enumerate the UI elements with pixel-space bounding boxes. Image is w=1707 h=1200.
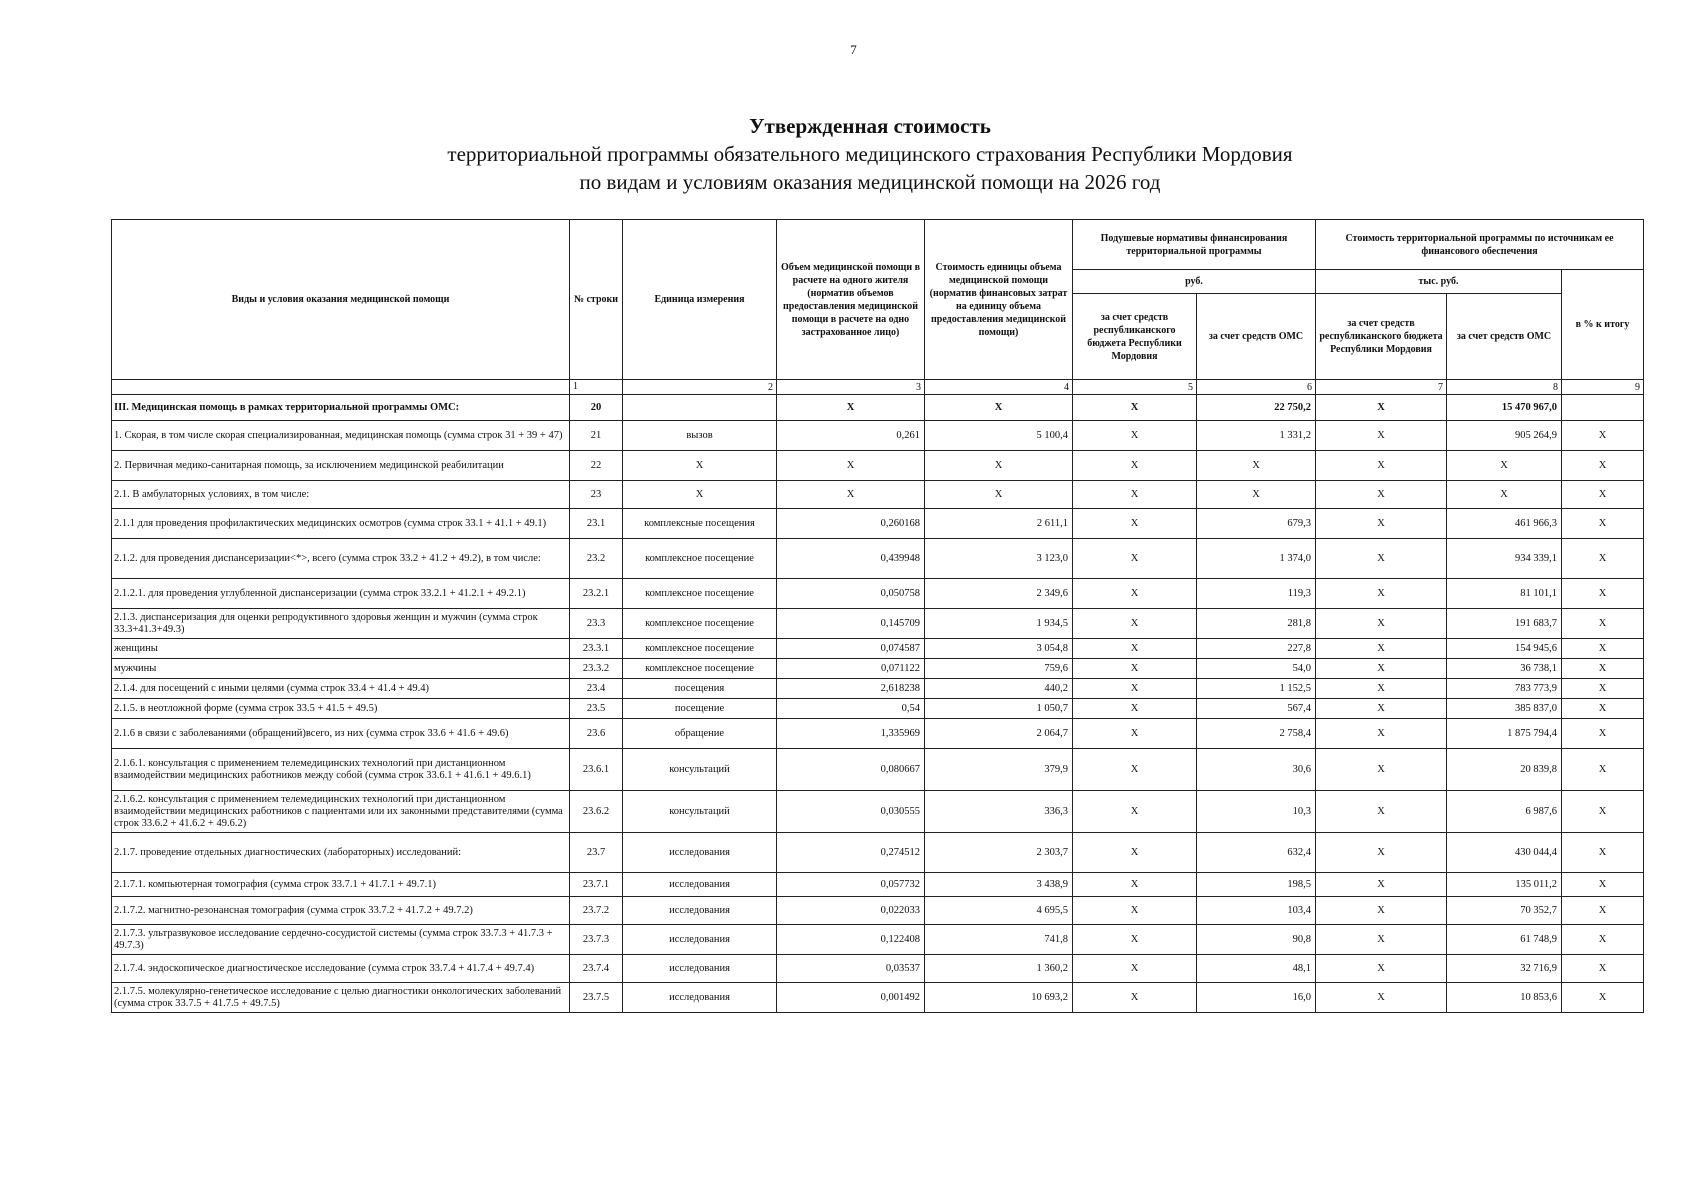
row-rb-thous: X xyxy=(1316,481,1447,509)
row-oms-thous: 783 773,9 xyxy=(1447,679,1562,699)
row-percent: X xyxy=(1562,719,1644,749)
row-volume: X xyxy=(777,395,925,421)
table-row xyxy=(112,451,1644,481)
row-rb-thous: X xyxy=(1316,395,1447,421)
row-name: 2. Первичная медико-санитарная помощь, за исключением медицинской реабилитации xyxy=(112,451,570,481)
row-volume: 0,261 xyxy=(777,421,925,451)
row-percent: X xyxy=(1562,749,1644,791)
row-line-number: 23.7.4 xyxy=(570,955,623,983)
row-oms-rub: 1 331,2 xyxy=(1197,421,1316,451)
column-index-row xyxy=(112,380,1644,395)
row-percent: X xyxy=(1562,679,1644,699)
row-name: 2.1.7.1. компьютерная томография (сумма строк 33.7.1 + 41.7.1 + 49.7.1) xyxy=(112,873,570,897)
row-line-number: 20 xyxy=(570,395,623,421)
row-unit-cost: 2 349,6 xyxy=(925,579,1073,609)
row-name: 2.1. В амбулаторных условиях, в том числе: xyxy=(112,481,570,509)
row-name: 2.1.1 для проведения профилактических медицинских осмотров (сумма строк 33.1 + 41.1 + 49.1) xyxy=(112,509,570,539)
table-row xyxy=(112,873,1644,897)
row-oms-thous: 905 264,9 xyxy=(1447,421,1562,451)
row-volume: 0,074587 xyxy=(777,639,925,659)
row-oms-thous: 430 044,4 xyxy=(1447,833,1562,873)
row-rb-rub: X xyxy=(1073,659,1197,679)
row-oms-rub: 227,8 xyxy=(1197,639,1316,659)
row-oms-thous: 36 738,1 xyxy=(1447,659,1562,679)
row-unit: комплексное посещение xyxy=(623,609,777,639)
header-thous-rub: тыс. руб. xyxy=(1316,270,1562,294)
table-row xyxy=(112,609,1644,639)
row-rb-thous: X xyxy=(1316,699,1447,719)
row-name: 2.1.7. проведение отдельных диагностических (лабораторных) исследований: xyxy=(112,833,570,873)
table-row xyxy=(112,791,1644,833)
index-cell xyxy=(112,380,570,395)
row-unit: комплексное посещение xyxy=(623,659,777,679)
row-unit-cost: 2 611,1 xyxy=(925,509,1073,539)
row-unit-cost: 1 050,7 xyxy=(925,699,1073,719)
row-oms-thous: 191 683,7 xyxy=(1447,609,1562,639)
row-oms-rub: 103,4 xyxy=(1197,897,1316,925)
header-line-number: № строки xyxy=(570,220,623,380)
row-line-number: 23.6 xyxy=(570,719,623,749)
table-row xyxy=(112,679,1644,699)
row-unit-cost: 3 123,0 xyxy=(925,539,1073,579)
row-unit-cost: 3 438,9 xyxy=(925,873,1073,897)
row-oms-thous: 461 966,3 xyxy=(1447,509,1562,539)
row-unit: исследования xyxy=(623,833,777,873)
row-line-number: 23.2 xyxy=(570,539,623,579)
row-rb-rub: X xyxy=(1073,983,1197,1013)
table-row xyxy=(112,955,1644,983)
row-volume: 0,080667 xyxy=(777,749,925,791)
cost-table-wrapper xyxy=(111,219,1643,1013)
page-number: 7 xyxy=(850,42,857,57)
header-service-type: Виды и условия оказания медицинской помощи xyxy=(112,220,570,380)
row-unit: комплексное посещение xyxy=(623,579,777,609)
row-name: 2.1.5. в неотложной форме (сумма строк 33.5 + 41.5 + 49.5) xyxy=(112,699,570,719)
row-rb-rub: X xyxy=(1073,791,1197,833)
row-percent: X xyxy=(1562,791,1644,833)
row-unit: консультаций xyxy=(623,791,777,833)
row-unit-cost: 741,8 xyxy=(925,925,1073,955)
row-rb-thous: X xyxy=(1316,983,1447,1013)
row-rb-rub: X xyxy=(1073,451,1197,481)
row-oms-thous: 32 716,9 xyxy=(1447,955,1562,983)
row-oms-rub: 632,4 xyxy=(1197,833,1316,873)
index-cell: 5 xyxy=(1073,380,1197,395)
row-name: 2.1.2. для проведения диспансеризации<*>, всего (сумма строк 33.2 + 41.2 + 49.2), в том числе: xyxy=(112,539,570,579)
row-oms-thous: 6 987,6 xyxy=(1447,791,1562,833)
row-unit-cost: 336,3 xyxy=(925,791,1073,833)
row-percent: X xyxy=(1562,925,1644,955)
row-unit: посещения xyxy=(623,679,777,699)
row-volume: 0,145709 xyxy=(777,609,925,639)
row-unit-cost: 440,2 xyxy=(925,679,1073,699)
row-rb-thous: X xyxy=(1316,955,1447,983)
row-unit-cost: 2 303,7 xyxy=(925,833,1073,873)
header-rub: руб. xyxy=(1073,270,1316,294)
title-line-3: по видам и условиям оказания медицинской помощи на 2026 год xyxy=(579,170,1161,194)
row-volume: 0,439948 xyxy=(777,539,925,579)
row-unit-cost: 3 054,8 xyxy=(925,639,1073,659)
row-percent: X xyxy=(1562,509,1644,539)
row-line-number: 23.3.1 xyxy=(570,639,623,659)
row-oms-rub: 281,8 xyxy=(1197,609,1316,639)
row-rb-rub: X xyxy=(1073,749,1197,791)
header-rb-thous: за счет средств республиканского бюджета Республики Мордовия xyxy=(1316,294,1447,380)
row-percent: X xyxy=(1562,873,1644,897)
cost-table xyxy=(111,219,1644,1013)
index-cell: 4 xyxy=(925,380,1073,395)
table-row xyxy=(112,983,1644,1013)
row-percent: X xyxy=(1562,955,1644,983)
table-row xyxy=(112,509,1644,539)
row-name: 2.1.4. для посещений с иными целями (сумма строк 33.4 + 41.4 + 49.4) xyxy=(112,679,570,699)
row-unit-cost: 10 693,2 xyxy=(925,983,1073,1013)
row-oms-thous: 934 339,1 xyxy=(1447,539,1562,579)
row-rb-rub: X xyxy=(1073,539,1197,579)
row-oms-thous: 15 470 967,0 xyxy=(1447,395,1562,421)
table-row xyxy=(112,699,1644,719)
row-unit-cost: 1 360,2 xyxy=(925,955,1073,983)
header-unit: Единица измерения xyxy=(623,220,777,380)
index-cell: 2 xyxy=(623,380,777,395)
table-row xyxy=(112,659,1644,679)
row-volume: X xyxy=(777,481,925,509)
row-unit: исследования xyxy=(623,873,777,897)
row-oms-rub: 2 758,4 xyxy=(1197,719,1316,749)
row-rb-thous: X xyxy=(1316,897,1447,925)
table-row xyxy=(112,833,1644,873)
row-line-number: 23.7.3 xyxy=(570,925,623,955)
row-unit: X xyxy=(623,481,777,509)
row-line-number: 23.4 xyxy=(570,679,623,699)
row-name: 2.1.7.2. магнитно-резонансная томография (сумма строк 33.7.2 + 41.7.2 + 49.7.2) xyxy=(112,897,570,925)
row-volume: X xyxy=(777,451,925,481)
table-body xyxy=(112,395,1644,1013)
row-rb-thous: X xyxy=(1316,421,1447,451)
row-rb-thous: X xyxy=(1316,791,1447,833)
header-unit-cost: Стоимость единицы объема медицинской помощи (норматив финансовых затрат на единицу объема предоставления медицинской помощи) xyxy=(925,220,1073,380)
row-unit-cost: 2 064,7 xyxy=(925,719,1073,749)
row-rb-rub: X xyxy=(1073,897,1197,925)
row-rb-rub: X xyxy=(1073,699,1197,719)
row-line-number: 23.7 xyxy=(570,833,623,873)
row-percent: X xyxy=(1562,579,1644,609)
row-rb-rub: X xyxy=(1073,609,1197,639)
row-percent: X xyxy=(1562,983,1644,1013)
row-rb-rub: X xyxy=(1073,873,1197,897)
row-percent xyxy=(1562,395,1644,421)
row-volume: 0,03537 xyxy=(777,955,925,983)
row-rb-rub: X xyxy=(1073,481,1197,509)
row-unit-cost: 759,6 xyxy=(925,659,1073,679)
row-percent: X xyxy=(1562,659,1644,679)
row-line-number: 23.6.2 xyxy=(570,791,623,833)
row-line-number: 23.5 xyxy=(570,699,623,719)
title-main: Утвержденная стоимость xyxy=(749,114,991,138)
row-oms-rub: 567,4 xyxy=(1197,699,1316,719)
row-unit-cost: 4 695,5 xyxy=(925,897,1073,925)
row-oms-rub: 16,0 xyxy=(1197,983,1316,1013)
row-rb-thous: X xyxy=(1316,579,1447,609)
row-percent: X xyxy=(1562,421,1644,451)
table-row xyxy=(112,395,1644,421)
index-cell: 8 xyxy=(1447,380,1562,395)
index-cell: 6 xyxy=(1197,380,1316,395)
row-name: мужчины xyxy=(112,659,570,679)
row-unit: исследования xyxy=(623,925,777,955)
row-oms-thous: 10 853,6 xyxy=(1447,983,1562,1013)
row-volume: 0,122408 xyxy=(777,925,925,955)
row-name: 2.1.7.4. эндоскопическое диагностическое исследование (сумма строк 33.7.4 + 41.7.4 + 49.7.4) xyxy=(112,955,570,983)
row-unit: исследования xyxy=(623,983,777,1013)
row-rb-thous: X xyxy=(1316,833,1447,873)
row-rb-thous: X xyxy=(1316,873,1447,897)
row-oms-rub: X xyxy=(1197,481,1316,509)
row-unit: обращение xyxy=(623,719,777,749)
row-unit-cost: X xyxy=(925,451,1073,481)
row-volume: 0,030555 xyxy=(777,791,925,833)
row-rb-rub: X xyxy=(1073,955,1197,983)
row-unit: комплексные посещения xyxy=(623,509,777,539)
row-name: 2.1.7.5. молекулярно-генетическое исследование с целью диагностики онкологических заболеваний (сумма строк 33.7.5 + 41.7.5 + 49.7.5) xyxy=(112,983,570,1013)
row-line-number: 23.3.2 xyxy=(570,659,623,679)
row-rb-rub: X xyxy=(1073,395,1197,421)
row-name: 2.1.6.1. консультация с применением телемедицинских технологий при дистанционном взаимодействии медицинских работников между собой (сумма строк 33.6.1 + 41.6.1 + 49.6.1) xyxy=(112,749,570,791)
row-oms-thous: 1 875 794,4 xyxy=(1447,719,1562,749)
row-unit-cost: 379,9 xyxy=(925,749,1073,791)
table-row xyxy=(112,481,1644,509)
row-oms-rub: X xyxy=(1197,451,1316,481)
row-unit: комплексное посещение xyxy=(623,639,777,659)
row-oms-thous: 81 101,1 xyxy=(1447,579,1562,609)
row-line-number: 23.1 xyxy=(570,509,623,539)
index-cell: 9 xyxy=(1562,380,1644,395)
header-program-cost: Стоимость территориальной программы по источникам ее финансового обеспечения xyxy=(1316,220,1644,270)
row-rb-rub: X xyxy=(1073,579,1197,609)
header-per-capita-norms: Подушевые нормативы финансирования территориальной программы xyxy=(1073,220,1316,270)
index-cell: 3 xyxy=(777,380,925,395)
index-cell: 1 xyxy=(570,380,623,395)
row-line-number: 23.7.5 xyxy=(570,983,623,1013)
table-row xyxy=(112,749,1644,791)
row-name: III. Медицинская помощь в рамках территориальной программы ОМС: xyxy=(112,395,570,421)
header-volume: Объем медицинской помощи в расчете на одного жителя (норматив объемов предоставления медицинской помощи в расчете на одно застрахованное лицо) xyxy=(777,220,925,380)
row-percent: X xyxy=(1562,833,1644,873)
row-unit xyxy=(623,395,777,421)
row-oms-thous: X xyxy=(1447,481,1562,509)
row-unit: X xyxy=(623,451,777,481)
title-line-2: территориальной программы обязательного медицинского страхования Республики Мордовия xyxy=(447,142,1293,166)
row-percent: X xyxy=(1562,539,1644,579)
row-unit-cost: 5 100,4 xyxy=(925,421,1073,451)
row-oms-rub: 54,0 xyxy=(1197,659,1316,679)
row-line-number: 21 xyxy=(570,421,623,451)
row-line-number: 23.7.2 xyxy=(570,897,623,925)
row-name: 2.1.2.1. для проведения углубленной диспансеризации (сумма строк 33.2.1 + 41.2.1 + 49.2.1) xyxy=(112,579,570,609)
row-rb-thous: X xyxy=(1316,659,1447,679)
table-row xyxy=(112,421,1644,451)
row-rb-rub: X xyxy=(1073,833,1197,873)
table-row xyxy=(112,539,1644,579)
row-line-number: 23.7.1 xyxy=(570,873,623,897)
row-line-number: 22 xyxy=(570,451,623,481)
row-oms-thous: 61 748,9 xyxy=(1447,925,1562,955)
row-percent: X xyxy=(1562,897,1644,925)
row-volume: 0,274512 xyxy=(777,833,925,873)
row-volume: 2,618238 xyxy=(777,679,925,699)
header-oms-rub: за счет средств ОМС xyxy=(1197,294,1316,380)
table-row xyxy=(112,639,1644,659)
row-oms-rub: 48,1 xyxy=(1197,955,1316,983)
row-rb-thous: X xyxy=(1316,639,1447,659)
row-unit-cost: X xyxy=(925,395,1073,421)
row-unit: консультаций xyxy=(623,749,777,791)
table-row xyxy=(112,719,1644,749)
row-unit-cost: 1 934,5 xyxy=(925,609,1073,639)
row-oms-thous: 154 945,6 xyxy=(1447,639,1562,659)
row-volume: 0,022033 xyxy=(777,897,925,925)
index-cell: 7 xyxy=(1316,380,1447,395)
row-rb-rub: X xyxy=(1073,421,1197,451)
row-line-number: 23.6.1 xyxy=(570,749,623,791)
row-rb-rub: X xyxy=(1073,679,1197,699)
table-row xyxy=(112,579,1644,609)
row-percent: X xyxy=(1562,699,1644,719)
row-oms-rub: 22 750,2 xyxy=(1197,395,1316,421)
row-rb-thous: X xyxy=(1316,509,1447,539)
row-volume: 0,057732 xyxy=(777,873,925,897)
row-line-number: 23.3 xyxy=(570,609,623,639)
row-unit: посещение xyxy=(623,699,777,719)
row-rb-thous: X xyxy=(1316,609,1447,639)
row-oms-thous: 385 837,0 xyxy=(1447,699,1562,719)
row-rb-rub: X xyxy=(1073,509,1197,539)
row-oms-thous: 20 839,8 xyxy=(1447,749,1562,791)
row-unit: исследования xyxy=(623,955,777,983)
row-line-number: 23.2.1 xyxy=(570,579,623,609)
row-percent: X xyxy=(1562,481,1644,509)
row-unit-cost: X xyxy=(925,481,1073,509)
row-volume: 0,260168 xyxy=(777,509,925,539)
row-oms-rub: 119,3 xyxy=(1197,579,1316,609)
row-volume: 0,54 xyxy=(777,699,925,719)
row-oms-rub: 90,8 xyxy=(1197,925,1316,955)
row-oms-rub: 198,5 xyxy=(1197,873,1316,897)
row-oms-rub: 10,3 xyxy=(1197,791,1316,833)
row-volume: 0,001492 xyxy=(777,983,925,1013)
document-title xyxy=(0,112,1707,196)
row-percent: X xyxy=(1562,609,1644,639)
row-volume: 0,050758 xyxy=(777,579,925,609)
header-percent-total: в % к итогу xyxy=(1562,270,1644,380)
header-oms-thous: за счет средств ОМС xyxy=(1447,294,1562,380)
row-unit: исследования xyxy=(623,897,777,925)
row-name: 2.1.6 в связи с заболеваниями (обращений)всего, из них (сумма строк 33.6 + 41.6 + 49.6) xyxy=(112,719,570,749)
row-rb-rub: X xyxy=(1073,639,1197,659)
row-volume: 0,071122 xyxy=(777,659,925,679)
row-oms-rub: 679,3 xyxy=(1197,509,1316,539)
row-rb-thous: X xyxy=(1316,925,1447,955)
row-oms-thous: 70 352,7 xyxy=(1447,897,1562,925)
row-name: 2.1.3. диспансеризация для оценки репродуктивного здоровья женщин и мужчин (сумма строк 33.3+41.3+49.3) xyxy=(112,609,570,639)
row-name: 2.1.7.3. ультразвуковое исследование сердечно-сосудистой системы (сумма строк 33.7.3 + 41.7.3 + 49.7.3) xyxy=(112,925,570,955)
row-name: женщины xyxy=(112,639,570,659)
row-rb-thous: X xyxy=(1316,719,1447,749)
row-unit: вызов xyxy=(623,421,777,451)
row-oms-rub: 30,6 xyxy=(1197,749,1316,791)
row-unit: комплексное посещение xyxy=(623,539,777,579)
row-rb-thous: X xyxy=(1316,749,1447,791)
row-rb-rub: X xyxy=(1073,925,1197,955)
row-rb-thous: X xyxy=(1316,539,1447,579)
table-row xyxy=(112,925,1644,955)
row-oms-rub: 1 374,0 xyxy=(1197,539,1316,579)
row-percent: X xyxy=(1562,639,1644,659)
row-oms-rub: 1 152,5 xyxy=(1197,679,1316,699)
row-volume: 1,335969 xyxy=(777,719,925,749)
row-oms-thous: X xyxy=(1447,451,1562,481)
row-line-number: 23 xyxy=(570,481,623,509)
row-name: 1. Скорая, в том числе скорая специализированная, медицинская помощь (сумма строк 31 + 39 + 47) xyxy=(112,421,570,451)
table-row xyxy=(112,897,1644,925)
row-rb-rub: X xyxy=(1073,719,1197,749)
row-percent: X xyxy=(1562,451,1644,481)
row-name: 2.1.6.2. консультация с применением телемедицинских технологий при дистанционном взаимодействии медицинских работников с пациентами или их законными представителями (сумма строк 33.6.2 + 41.6.2 + 49.6.2) xyxy=(112,791,570,833)
row-rb-thous: X xyxy=(1316,451,1447,481)
row-oms-thous: 135 011,2 xyxy=(1447,873,1562,897)
row-rb-thous: X xyxy=(1316,679,1447,699)
header-rb-rub: за счет средств республиканского бюджета Республики Мордовия xyxy=(1073,294,1197,380)
